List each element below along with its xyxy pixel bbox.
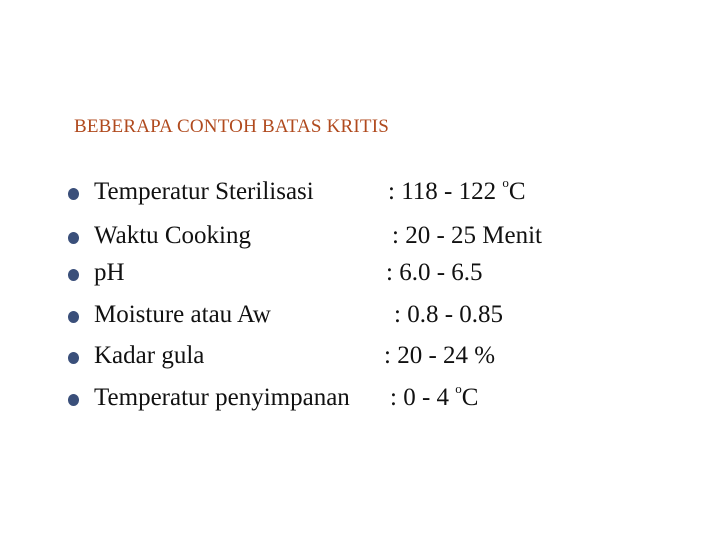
item-label: Temperatur penyimpanan	[94, 384, 350, 411]
bullet-icon	[68, 188, 79, 200]
list-item-ph	[0, 257, 720, 289]
bullet-icon	[68, 311, 79, 323]
item-value: : 20 - 25 Menit	[392, 222, 542, 249]
item-label: Moisture atau Aw	[94, 301, 271, 328]
list-item-cooking-time	[0, 220, 720, 252]
item-value: : 20 - 24 %	[384, 342, 496, 369]
list-item-sugar-content	[0, 340, 720, 372]
item-label: Waktu Cooking	[94, 222, 252, 249]
bullet-icon	[68, 394, 79, 406]
bullet-icon	[68, 232, 79, 244]
list-item-sterilization-temperature	[0, 176, 720, 208]
item-value: : 0 - 4 $^o$C	[390, 381, 479, 411]
bullet-icon	[68, 352, 79, 364]
item-label: pH	[94, 259, 125, 286]
item-value: : 6.0 - 6.5	[386, 259, 483, 286]
item-label: Temperatur Sterilisasi	[94, 178, 314, 205]
list-item-storage-temperature	[0, 382, 720, 414]
bullet-icon	[68, 269, 79, 281]
slide-title: BEBERAPA CONTOH BATAS KRITIS	[74, 116, 389, 137]
item-label: Kadar gula	[94, 342, 205, 369]
item-value: : 0.8 - 0.85	[394, 301, 504, 328]
list-item-moisture	[0, 299, 720, 331]
item-value: : 118 - 122 $^o$C	[388, 175, 526, 205]
